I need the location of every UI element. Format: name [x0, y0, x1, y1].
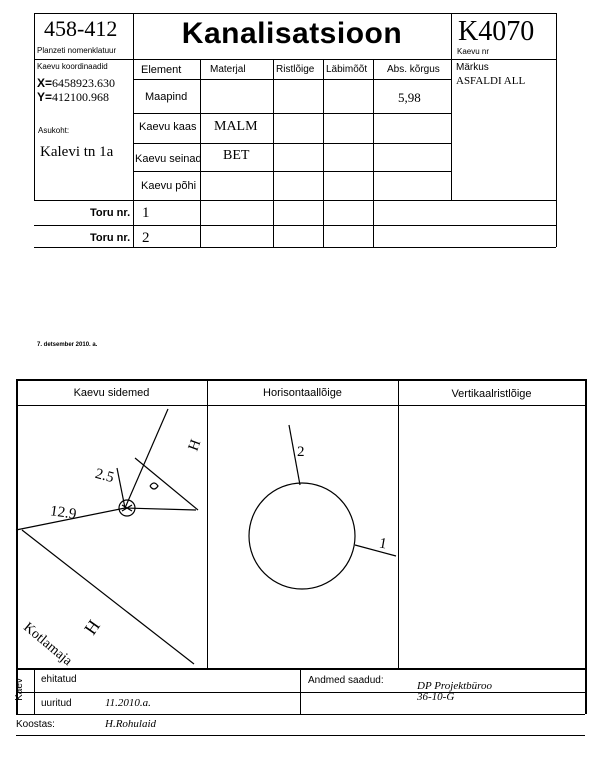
kaev-vertical-label: Kaev	[13, 678, 25, 701]
pipe-value-2: 2	[142, 230, 150, 246]
coords-label: Kaevu koordinaadid	[37, 62, 108, 71]
col-header-materjal: Materjal	[210, 64, 246, 75]
row-abs-maapind: 5,98	[398, 90, 421, 105]
kaev-nr-value: K4070	[458, 16, 535, 47]
planset-value: 458-412	[44, 16, 118, 41]
row-materjal-kaevu-kaas: MALM	[214, 119, 258, 134]
distance-label-a: 12.9	[49, 503, 78, 523]
pipe-mark-2: 2	[297, 444, 305, 460]
andmed-line-1: DP Projektbüroo	[417, 680, 493, 692]
panel-title-vertikaal: Vertikaalristlõige	[451, 388, 532, 400]
remarks-value: ASFALDI ALL	[456, 75, 526, 87]
x-label: X=	[37, 76, 53, 90]
pipe-label-2: Toru nr.	[90, 232, 131, 244]
row-label-kaevu-seinad: Kaevu seinad	[135, 153, 202, 165]
row-materjal-kaevu-seinad: BET	[223, 148, 250, 163]
ehitatud-label: ehitatud	[41, 674, 77, 685]
distance-label-b: 2.5	[93, 465, 116, 487]
uuritud-value: 11.2010.a.	[105, 697, 151, 709]
page-title: Kanalisatsioon	[181, 17, 403, 50]
col-header-abs-korgus: Abs. kõrgus	[387, 64, 440, 75]
y-label: Y=	[37, 90, 53, 104]
planset-label: Planzeti nomenklatuur	[37, 46, 117, 55]
col-header-labimoot: Läbimõõt	[326, 64, 368, 75]
panel-title-sidemed: Kaevu sidemed	[73, 387, 150, 399]
pipe-value-1: 1	[142, 205, 150, 221]
remarks-label: Märkus	[456, 62, 489, 73]
koostas-value: H.Rohulaid	[105, 718, 157, 730]
mark-h-bottom: H	[80, 616, 105, 639]
kaev-nr-label: Kaevu nr	[457, 47, 490, 56]
andmed-label: Andmed saadud:	[308, 675, 384, 686]
street-label: Kotlamaja	[20, 620, 75, 669]
row-label-kaevu-kaas: Kaevu kaas	[139, 121, 197, 133]
row-label-maapind: Maapind	[145, 91, 188, 103]
x-value: 6458923.630	[52, 76, 116, 90]
koostas-label: Koostas:	[16, 719, 55, 730]
mark-h-top: H	[185, 437, 205, 454]
col-header-ristloige: Ristlõige	[276, 64, 315, 75]
y-value: 412100.968	[52, 90, 110, 104]
uuritud-label: uuritud	[41, 698, 72, 709]
pipe-label-1: Toru nr.	[90, 207, 131, 219]
andmed-line-2: 36-10-G	[417, 691, 455, 703]
pipe-mark-1: 1	[377, 535, 388, 553]
location-label: Asukoht:	[38, 126, 70, 135]
panel-title-horisontaal: Horisontaallõige	[263, 387, 342, 399]
col-header-element: Element	[141, 64, 182, 76]
row-label-kaevu-pohi: Kaevu põhi	[141, 180, 197, 192]
location-value: Kalevi tn 1a	[40, 144, 114, 160]
document-date: 7. detsember 2010. a.	[37, 342, 98, 348]
